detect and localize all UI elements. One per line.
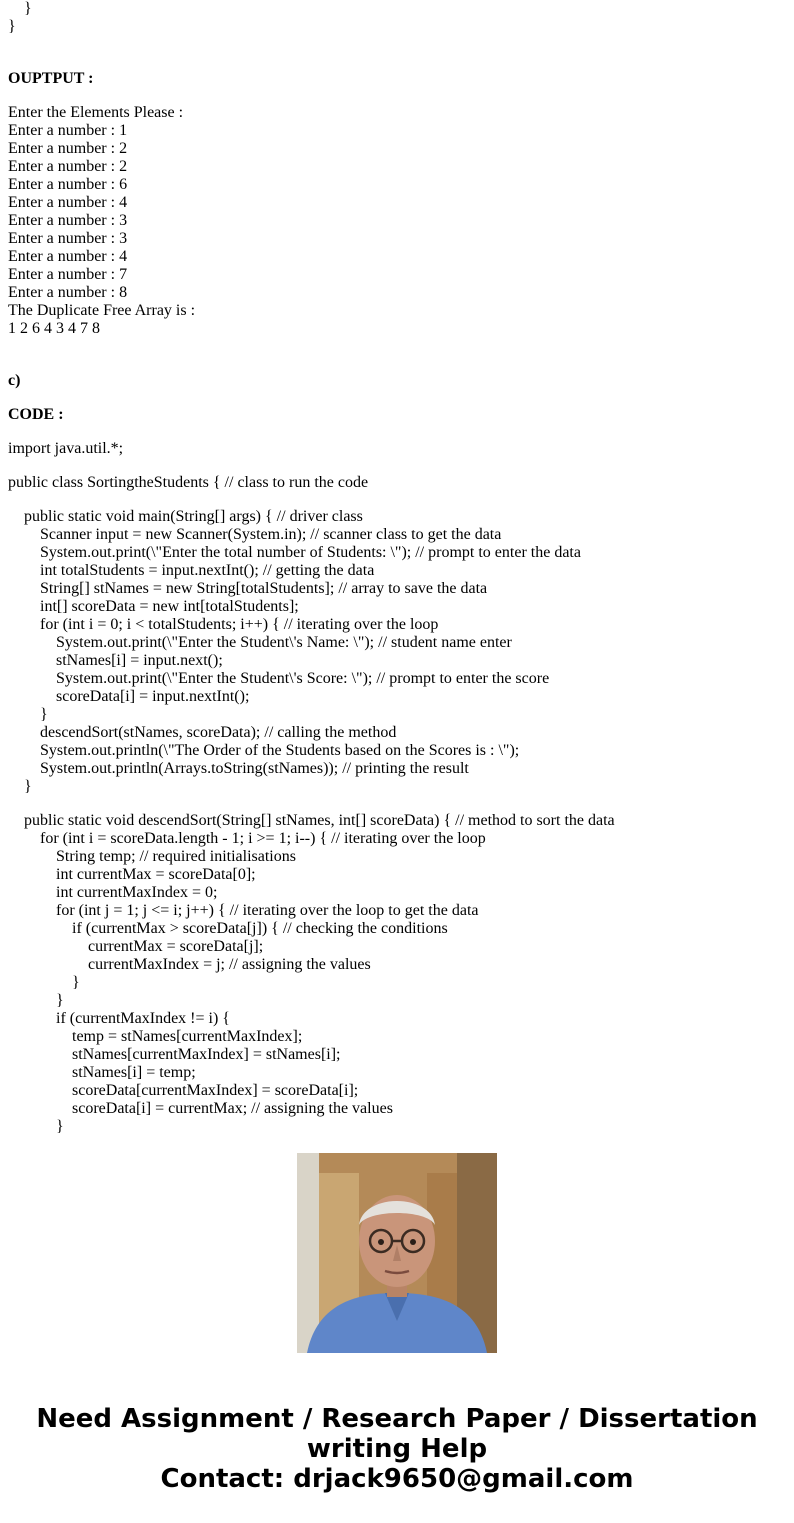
output-line: Enter a number : 4 xyxy=(8,248,128,265)
output-line: Enter a number : 2 xyxy=(8,140,128,157)
code-line: } xyxy=(8,18,16,35)
code-line: } xyxy=(8,0,32,17)
code-line: int currentMaxIndex = 0; xyxy=(8,884,218,901)
output-line: Enter a number : 7 xyxy=(8,266,128,283)
code-heading: CODE : xyxy=(8,406,64,423)
code-line: } xyxy=(8,778,32,795)
code-line: } xyxy=(8,974,80,991)
code-line: stNames[i] = input.next(); xyxy=(8,652,223,669)
document-page xyxy=(8,0,788,1135)
code-line: for (int i = 0; i < totalStudents; i++) { // iterating over the loop xyxy=(8,616,439,633)
code-line: if (currentMaxIndex != i) { xyxy=(8,1010,230,1027)
code-line: for (int j = 1; j <= i; j++) { // iterating over the loop to get the data xyxy=(8,902,479,919)
code-line: scoreData[i] = input.nextInt(); xyxy=(8,688,250,705)
code-line: public static void main(String[] args) { // driver class xyxy=(8,508,363,525)
code-line: if (currentMax > scoreData[j]) { // checking the conditions xyxy=(8,920,448,937)
output-line: Enter a number : 8 xyxy=(8,284,128,301)
code-line: } xyxy=(8,992,64,1009)
code-line: stNames[currentMaxIndex] = stNames[i]; xyxy=(8,1046,341,1063)
code-line: int[] scoreData = new int[totalStudents]; xyxy=(8,598,299,615)
code-line: stNames[i] = temp; xyxy=(8,1064,196,1081)
main-method-block xyxy=(8,508,788,796)
code-line: scoreData[i] = currentMax; // assigning the values xyxy=(8,1100,393,1117)
person-portrait-icon xyxy=(297,1153,497,1353)
code-line: temp = stNames[currentMaxIndex]; xyxy=(8,1028,303,1045)
output-line: 1 2 6 4 3 4 7 8 xyxy=(8,320,100,337)
output-line: Enter a number : 2 xyxy=(8,158,128,175)
code-tail xyxy=(8,0,788,36)
avatar xyxy=(297,1153,497,1353)
output-line: The Duplicate Free Array is : xyxy=(8,302,196,319)
class-declaration-line: public class SortingtheStudents { // class to run the code xyxy=(8,474,369,491)
output-line: Enter a number : 3 xyxy=(8,230,128,247)
output-line: Enter a number : 1 xyxy=(8,122,128,139)
code-line: scoreData[currentMaxIndex] = scoreData[i]; xyxy=(8,1082,359,1099)
code-line: currentMaxIndex = j; // assigning the values xyxy=(8,956,371,973)
code-line: } xyxy=(8,1118,64,1135)
promo-contact: Contact: drjack9650@gmail.com xyxy=(160,1464,634,1494)
output-line: Enter the Elements Please : xyxy=(8,104,184,121)
code-line: public static void descendSort(String[] stNames, int[] scoreData) { // method to sort the data xyxy=(8,812,615,829)
code-line: currentMax = scoreData[j]; xyxy=(8,938,264,955)
code-line: } xyxy=(8,706,48,723)
output-line: Enter a number : 3 xyxy=(8,212,128,229)
code-line: for (int i = scoreData.length - 1; i >= 1; i--) { // iterating over the loop xyxy=(8,830,486,847)
import-line: import java.util.*; xyxy=(8,440,124,457)
output-line: Enter a number : 4 xyxy=(8,194,128,211)
code-line: Scanner input = new Scanner(System.in); // scanner class to get the data xyxy=(8,526,502,543)
code-line: int totalStudents = input.nextInt(); // getting the data xyxy=(8,562,375,579)
output-block xyxy=(8,104,788,338)
part-label: c) xyxy=(8,372,21,389)
code-line: System.out.print(\"Enter the Student\'s Name: \"); // student name enter xyxy=(8,634,512,651)
code-line: String temp; // required initialisations xyxy=(8,848,296,865)
code-line: System.out.print(\"Enter the total number of Students: \"); // prompt to enter the data xyxy=(8,544,581,561)
sort-method-block xyxy=(8,812,788,1136)
output-heading: OUPTPUT : xyxy=(8,70,94,87)
code-line: int currentMax = scoreData[0]; xyxy=(8,866,256,883)
code-line: String[] stNames = new String[totalStudents]; // array to save the data xyxy=(8,580,488,597)
code-line: System.out.print(\"Enter the Student\'s Score: \"); // prompt to enter the score xyxy=(8,670,550,687)
code-line: System.out.println(Arrays.toString(stNames)); // printing the result xyxy=(8,760,469,777)
code-line: System.out.println(\"The Order of the Students based on the Scores is : \"); xyxy=(8,742,520,759)
promo-headline: Need Assignment / Research Paper / Dissertation writing Help xyxy=(36,1404,758,1464)
code-line: descendSort(stNames, scoreData); // calling the method xyxy=(8,724,397,741)
output-line: Enter a number : 6 xyxy=(8,176,128,193)
